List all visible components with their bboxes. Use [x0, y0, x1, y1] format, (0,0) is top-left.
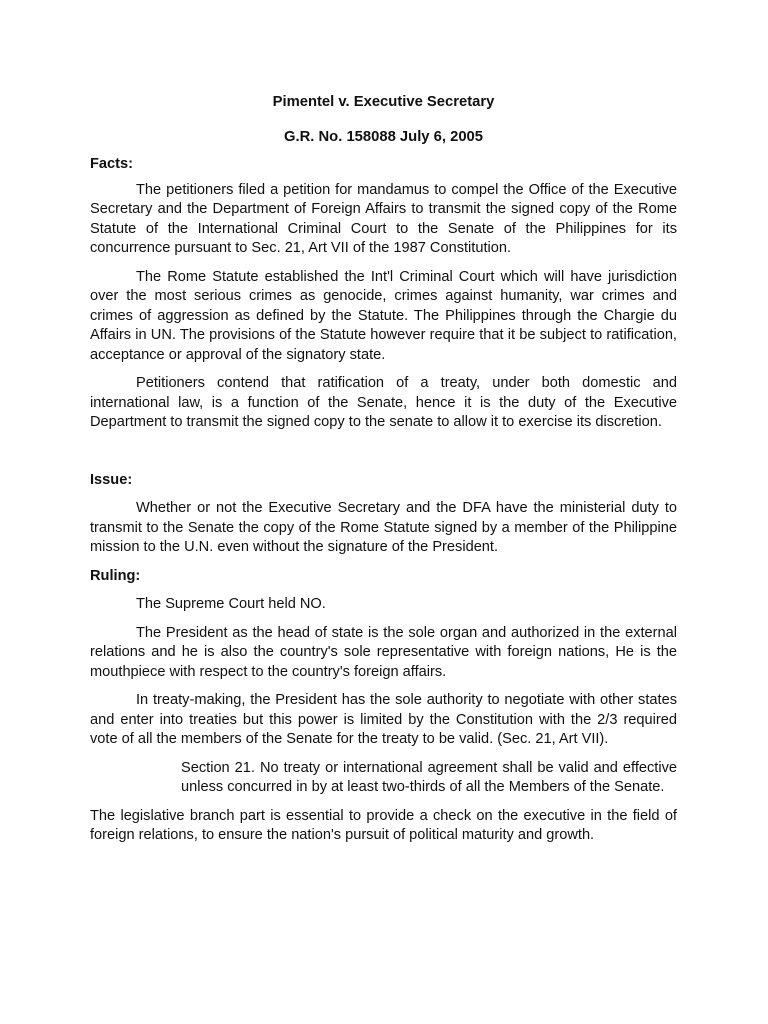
ruling-conclusion: The legislative branch part is essential to provide a check on the executive in the field of foreign relations, to ensure the nation's pursuit of political maturity and growth.	[90, 807, 677, 843]
ruling-paragraph-1: The Supreme Court held NO.	[136, 596, 326, 612]
ruling-paragraph-3: In treaty-making, the President has the sole authority to negotiate with other states and enter into treaties but this power is limited by the Constitution with the 2/3 required vote of all the members of the Senate for the treaty to be valid. (Sec. 21, Art VII).	[90, 692, 677, 747]
facts-paragraph-1: The petitioners filed a petition for mandamus to compel the Office of the Executive Secretary and the Department of Foreign Affairs to transmit the signed copy of the Rome Statute of the International Criminal Court to the Senate of the Philippines for its concurrence pursuant to Sec. 21, Art VII of the 1987 Constitution.	[90, 181, 677, 256]
constitution-quote: Section 21. No treaty or international agreement shall be valid and effective unless concurred in by at least two-thirds of all the Members of the Senate.	[181, 759, 677, 795]
document-title: Pimentel v. Executive Secretary	[272, 94, 495, 110]
ruling-paragraph-2: The President as the head of state is the sole organ and authorized in the external relations and he is also the country's sole representative with foreign nations, He is the mouthpiece with respect to the country's foreign affairs.	[90, 624, 677, 680]
ruling-heading: Ruling:	[90, 567, 141, 584]
facts-paragraph-2: The Rome Statute established the Int'l Criminal Court which will have jurisdiction over the most serious crimes as genocide, crimes against humanity, war crimes and crimes of aggression as defined by the Statute. The Philippines through the Chargie du Affairs in UN. The provisions of the Statute however require that it be subject to ratification, acceptance or approval of the signatory state.	[90, 268, 677, 363]
facts-heading: Facts:	[90, 156, 133, 172]
issue-paragraph: Whether or not the Executive Secretary and the DFA have the ministerial duty to transmit to the Senate the copy of the Rome Statute signed by a member of the Philippine mission to the U.N. even without the signature of the President.	[90, 500, 677, 555]
title-block	[90, 93, 677, 147]
facts-paragraph-3: Petitioners contend that ratification of a treaty, under both domestic and international law, is a function of the Senate, hence it is the duty of the Executive Department to transmit the signed copy to the senate to allow it to exercise its discretion.	[90, 375, 677, 430]
case-citation: G.R. No. 158088 July 6, 2005	[283, 128, 484, 145]
issue-heading: Issue:	[90, 471, 133, 488]
